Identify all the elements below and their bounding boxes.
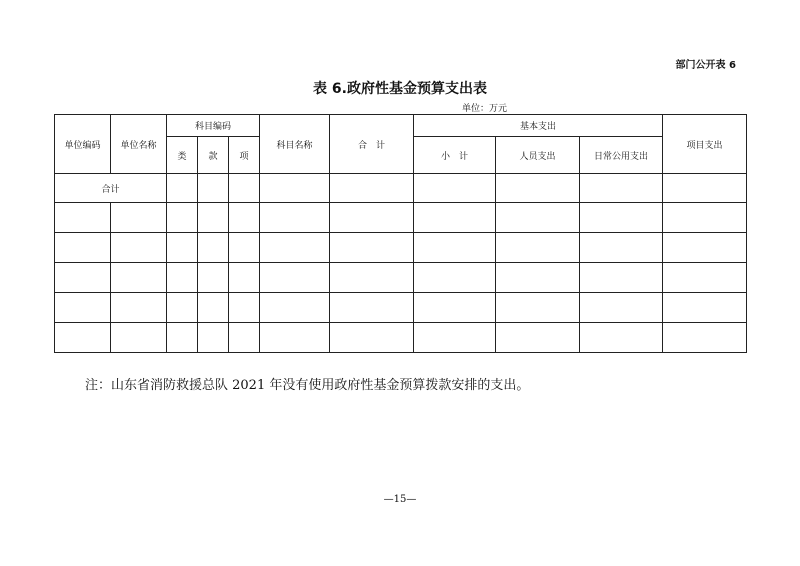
table-row	[55, 233, 747, 263]
table-cell	[260, 174, 330, 203]
table-number-label: 部门公开表 6	[675, 60, 736, 71]
table-cell	[229, 174, 260, 203]
page-title: 表 6.政府性基金预算支出表	[313, 81, 487, 97]
table-cell	[111, 233, 167, 263]
table-cell	[55, 233, 111, 263]
table-cell	[663, 174, 747, 203]
table-cell	[260, 263, 330, 293]
header-subject-name: 科目名称	[260, 115, 330, 174]
table-cell	[229, 293, 260, 323]
page-number: —15—	[383, 494, 417, 505]
total-row	[55, 174, 747, 203]
table-cell	[496, 233, 580, 263]
table-cell	[55, 203, 111, 233]
table-cell	[55, 263, 111, 293]
table-cell	[330, 233, 414, 263]
table-cell	[167, 203, 198, 233]
table-cell	[55, 293, 111, 323]
header-project-expense: 项目支出	[663, 115, 747, 174]
table-cell	[55, 323, 111, 353]
table-cell	[198, 323, 229, 353]
table-row	[55, 293, 747, 323]
table-cell	[330, 203, 414, 233]
table-cell	[414, 203, 496, 233]
header-unit-code: 单位编码	[55, 115, 111, 174]
table-cell	[198, 233, 229, 263]
table-cell	[111, 203, 167, 233]
table-cell	[167, 174, 198, 203]
table-cell	[580, 263, 663, 293]
header-item: 项	[229, 137, 260, 174]
table-cell	[330, 323, 414, 353]
table-cell	[111, 263, 167, 293]
header-class: 类	[167, 137, 198, 174]
table-cell	[496, 323, 580, 353]
table-cell	[414, 174, 496, 203]
table-row	[55, 263, 747, 293]
table-cell	[663, 293, 747, 323]
table-cell	[229, 233, 260, 263]
table-cell	[198, 174, 229, 203]
table-cell	[580, 293, 663, 323]
table-cell	[414, 323, 496, 353]
total-row-label: 合计	[55, 174, 167, 203]
table-cell	[229, 263, 260, 293]
table-cell	[580, 174, 663, 203]
table-cell	[198, 203, 229, 233]
header-row-1	[55, 115, 747, 137]
table-cell	[260, 293, 330, 323]
table-cell	[111, 323, 167, 353]
table-cell	[496, 263, 580, 293]
table-cell	[496, 203, 580, 233]
header-section: 款	[198, 137, 229, 174]
table-cell	[111, 293, 167, 323]
budget-table	[54, 114, 747, 353]
table-cell	[330, 263, 414, 293]
table-cell	[167, 293, 198, 323]
table-cell	[229, 323, 260, 353]
table-cell	[663, 203, 747, 233]
header-subtotal: 小 计	[414, 137, 496, 174]
table-cell	[198, 293, 229, 323]
table-cell	[229, 203, 260, 233]
table-cell	[496, 293, 580, 323]
table-cell	[260, 203, 330, 233]
table-row	[55, 203, 747, 233]
header-unit-name: 单位名称	[111, 115, 167, 174]
table-cell	[330, 293, 414, 323]
table-cell	[260, 233, 330, 263]
table-cell	[580, 203, 663, 233]
header-daily-public: 日常公用支出	[580, 137, 663, 174]
table-cell	[260, 323, 330, 353]
table-cell	[663, 233, 747, 263]
table-cell	[167, 233, 198, 263]
table-cell	[167, 323, 198, 353]
header-personnel: 人员支出	[496, 137, 580, 174]
header-basic-expense: 基本支出	[414, 115, 663, 137]
table-cell	[330, 174, 414, 203]
table-cell	[414, 233, 496, 263]
header-subject-code: 科目编码	[167, 115, 260, 137]
table-cell	[167, 263, 198, 293]
table-cell	[663, 323, 747, 353]
footnote: 注：山东省消防救援总队 2021 年没有使用政府性基金预算拨款安排的支出。	[85, 378, 530, 393]
header-total: 合 计	[330, 115, 414, 174]
unit-label: 单位：万元	[462, 104, 508, 114]
table-cell	[414, 293, 496, 323]
table-cell	[414, 263, 496, 293]
table-cell	[580, 233, 663, 263]
table-cell	[580, 323, 663, 353]
table-row	[55, 323, 747, 353]
table-cell	[663, 263, 747, 293]
table-cell	[496, 174, 580, 203]
table-cell	[198, 263, 229, 293]
